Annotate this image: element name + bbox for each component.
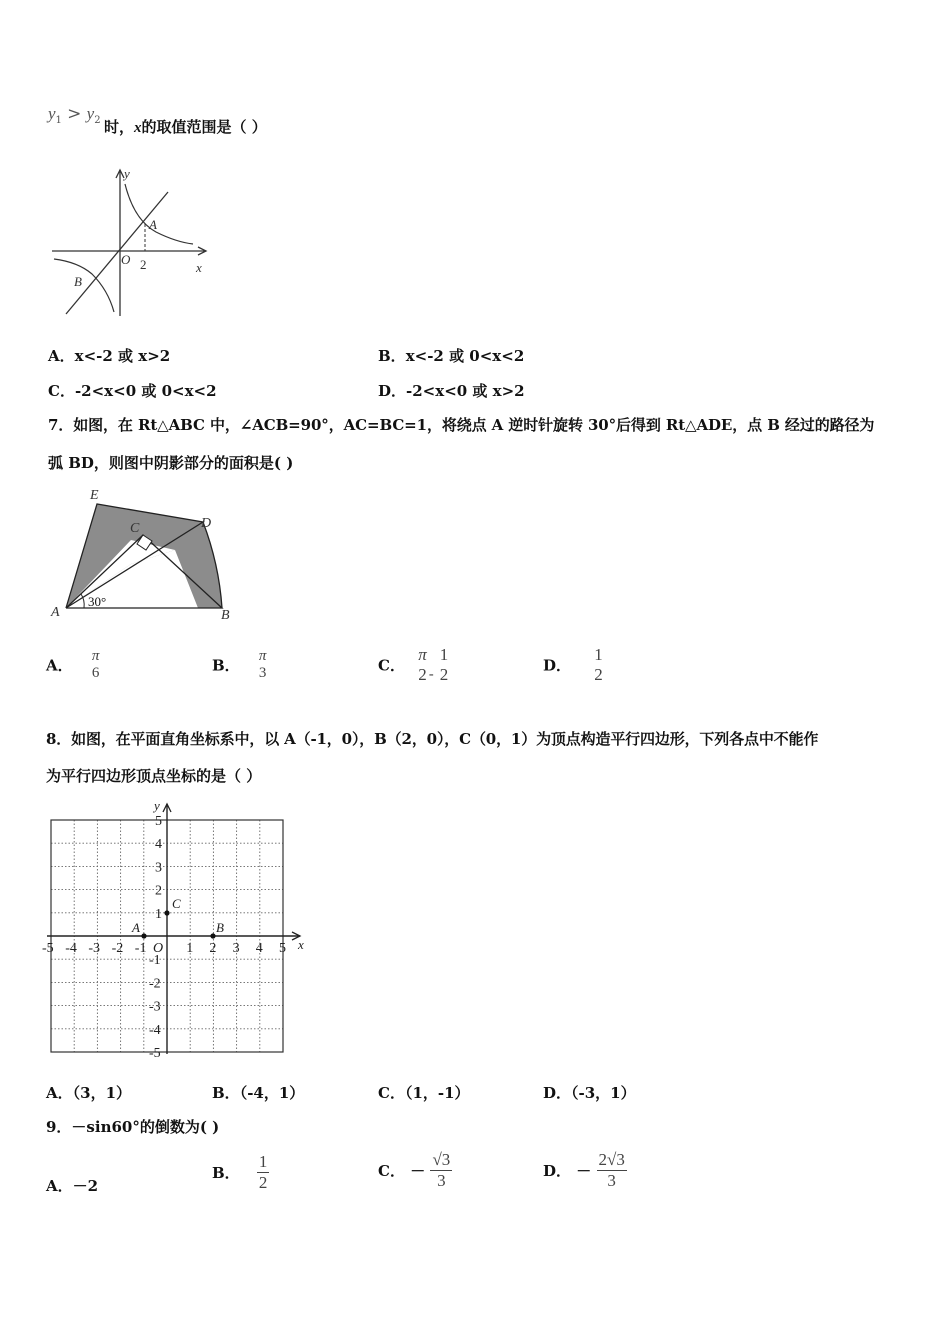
- q9-option-d-den: 3: [597, 1170, 627, 1191]
- q9-option-c-letter: C．: [378, 1162, 405, 1180]
- q6-label-y: y: [124, 166, 130, 181]
- q7-option-b-den: 3: [258, 665, 267, 681]
- q9-option-c-sign: －: [410, 1162, 426, 1180]
- q7-option-d-fraction: [592, 645, 605, 685]
- q8-y-tick-label: -4: [149, 1022, 161, 1038]
- q8-label-a: A: [132, 920, 140, 935]
- q8-x-tick-label: -3: [88, 941, 101, 956]
- q7-option-c-letter: C．: [378, 656, 405, 675]
- q6-option-b-text: x<-2 或 0<x<2: [405, 347, 525, 365]
- q7-option-b-num: π: [258, 648, 267, 664]
- q6-stem-tail-2: 的取值范围是（ ）: [141, 118, 267, 136]
- q8-x-tick-label: -5: [42, 941, 54, 956]
- q6-stem: [104, 116, 267, 137]
- q8-x-tick-label: -2: [111, 941, 124, 956]
- q7-option-d-letter: D．: [543, 656, 572, 675]
- q9-option-a-text: －2: [72, 1177, 99, 1195]
- q6-label-a: A: [149, 217, 157, 232]
- q6-y1: y: [48, 104, 56, 123]
- q9-option-d-fraction: [597, 1150, 627, 1191]
- q9-stem: 9．－sin60°的倒数为( ): [46, 1118, 220, 1136]
- q8-option-d-text: （-3，1）: [571, 1084, 636, 1102]
- q6-sub1: 1: [55, 115, 62, 126]
- q7-label-e: E: [90, 488, 99, 503]
- q9-option-b-den: 2: [258, 1173, 268, 1192]
- q6-y2: y: [86, 104, 95, 123]
- q6-option-a-text: x<-2 或 x>2: [74, 347, 171, 365]
- q6-option-c-text: -2<x<0 或 0<x<2: [74, 382, 217, 400]
- q6-sub2: 2: [94, 115, 101, 126]
- q8-option-c-text: （1，-1）: [404, 1084, 470, 1102]
- q6-option-a[interactable]: [48, 345, 170, 366]
- q7-label-a: A: [51, 605, 60, 620]
- q6-figure: [48, 162, 218, 322]
- q9-option-b-letter: B．: [212, 1164, 240, 1182]
- q9-option-d-letter: D．: [543, 1162, 572, 1180]
- q8-option-b-letter: B．: [212, 1084, 240, 1102]
- q7-stem-line-1: 7．如图，在 Rt△ABC 中，∠ACB=90°，AC=BC=1，将绕点 A 逆时针旋转 30°后得到 Rt△ADE，点 B 经过的路径为: [48, 416, 875, 434]
- q8-y-tick-label: 5: [155, 814, 162, 829]
- q7-option-c-den1: 2: [418, 665, 427, 684]
- q8-option-d-letter: D．: [543, 1084, 572, 1102]
- q7-option-c-fraction-1: [416, 645, 429, 685]
- q6-label-b: B: [74, 274, 82, 289]
- q8-option-b-text: （-4，1）: [239, 1084, 305, 1102]
- q8-tick-labels: [42, 814, 286, 1061]
- q9-option-c-fraction: [430, 1150, 452, 1191]
- q8-x-tick-label: 1: [186, 941, 194, 956]
- q6-option-a-letter: A．: [48, 347, 75, 365]
- q8-y-tick-label: -5: [149, 1046, 161, 1061]
- q8-point-a: [141, 933, 146, 938]
- q8-label-o: O: [153, 941, 164, 956]
- q8-x-tick-label: 3: [232, 941, 240, 956]
- q8-x-tick-label: -4: [65, 941, 77, 956]
- q9-option-c-den: 3: [430, 1170, 452, 1191]
- q6-hyperbola-branch-1: [125, 184, 193, 244]
- q9-option-d-num: 2√3: [598, 1150, 625, 1169]
- q8-label-x: x: [298, 937, 304, 952]
- q8-y-tick-label: 1: [155, 906, 162, 922]
- q8-label-b: B: [216, 920, 224, 935]
- q9-option-a-letter: A．: [46, 1177, 73, 1195]
- q7-option-d-num: 1: [594, 645, 603, 664]
- q8-point-c: [164, 910, 169, 915]
- q7-option-a-fraction: [90, 648, 102, 682]
- q6-option-b[interactable]: [378, 345, 524, 366]
- q7-option-c-fraction-2: [438, 645, 451, 685]
- q8-y-tick-label: -2: [149, 976, 161, 992]
- q6-option-c[interactable]: [48, 380, 217, 401]
- q9-option-b-num: 1: [258, 1152, 268, 1171]
- q7-figure: [46, 484, 246, 624]
- q8-x-tick-label: 2: [209, 941, 217, 956]
- q9-option-c[interactable]: [378, 1150, 452, 1191]
- q8-x-tick-label: 5: [279, 941, 286, 956]
- q8-point-b: [210, 933, 215, 938]
- q7-label-b: B: [221, 608, 230, 623]
- q9-option-d[interactable]: [543, 1150, 627, 1191]
- q8-y-tick-label: 2: [155, 883, 162, 899]
- q7-stem-line-2: 弧 BD，则图中阴影部分的面积是( ): [48, 454, 294, 472]
- q9-option-b-fraction: [257, 1152, 270, 1193]
- q7-label-d: D: [201, 516, 212, 531]
- q6-option-c-letter: C．: [48, 382, 75, 400]
- q8-option-d[interactable]: [543, 1082, 636, 1103]
- q6-stem-tail-1: 时，: [104, 118, 135, 136]
- q9-option-d-sign: －: [576, 1162, 592, 1180]
- q6-stem-var: x: [134, 120, 142, 136]
- q7-label-c: C: [130, 521, 140, 536]
- q7-option-c-num2: 1: [439, 645, 449, 664]
- q8-option-c[interactable]: [378, 1082, 470, 1103]
- q6-label-x: x: [196, 260, 202, 275]
- q8-label-c: C: [172, 896, 181, 911]
- q6-option-d[interactable]: [378, 380, 525, 401]
- q6-option-b-letter: B．: [378, 347, 406, 365]
- q8-option-c-letter: C．: [378, 1084, 405, 1102]
- q8-x-tick-label: 4: [255, 941, 263, 956]
- q7-option-c[interactable]: [378, 645, 450, 685]
- q9-option-b[interactable]: [212, 1152, 269, 1193]
- q8-option-a[interactable]: [46, 1082, 131, 1103]
- q7-option-c-num1: π: [418, 645, 427, 664]
- q7-option-b-letter: B．: [212, 656, 240, 675]
- q7-option-d[interactable]: [543, 645, 605, 685]
- q8-stem-line-1: 8．如图，在平面直角坐标系中，以 A（-1，0），B（2，0），C（0，1）为顶点构造平行四边形，下列各点中不能作: [46, 730, 819, 748]
- q8-y-tick-label: 4: [155, 837, 162, 853]
- q7-label-angle: 30°: [88, 594, 107, 609]
- q7-option-c-den2: 2: [439, 665, 449, 684]
- q8-stem-line-2: 为平行四边形顶点坐标的是（ ）: [46, 767, 262, 785]
- q7-option-b-fraction: [257, 648, 269, 682]
- q8-y-tick-label: -1: [149, 953, 161, 969]
- q9-option-c-num: √3: [432, 1150, 451, 1169]
- q8-label-y: y: [154, 798, 160, 813]
- q7-option-c-minus: -: [428, 665, 434, 683]
- q7-option-b[interactable]: [212, 648, 268, 682]
- q7-option-a-letter: A．: [46, 656, 73, 675]
- q8-y-tick-label: -3: [149, 999, 161, 1015]
- q6-label-o: O: [121, 252, 131, 267]
- q8-x-tick-label: -1: [134, 941, 147, 956]
- q7-option-a[interactable]: [46, 648, 101, 682]
- q7-option-a-num: π: [91, 648, 100, 664]
- q6-gt: >: [67, 104, 82, 124]
- q6-label-2: 2: [140, 257, 147, 272]
- q6-option-d-text: -2<x<0 或 x>2: [406, 382, 525, 400]
- q7-option-d-den: 2: [594, 665, 603, 684]
- q8-option-a-text: （3，1）: [72, 1084, 132, 1102]
- q8-option-a-letter: A．: [46, 1084, 73, 1102]
- q8-y-tick-label: 3: [155, 860, 162, 876]
- q9-option-a[interactable]: [46, 1175, 98, 1196]
- q8-option-b[interactable]: [212, 1082, 304, 1103]
- q6-condition: [48, 104, 101, 126]
- q6-linear-graph: [66, 192, 168, 314]
- q6-option-d-letter: D．: [378, 382, 407, 400]
- q7-option-a-den: 6: [91, 665, 100, 681]
- q8-figure: [44, 796, 314, 1066]
